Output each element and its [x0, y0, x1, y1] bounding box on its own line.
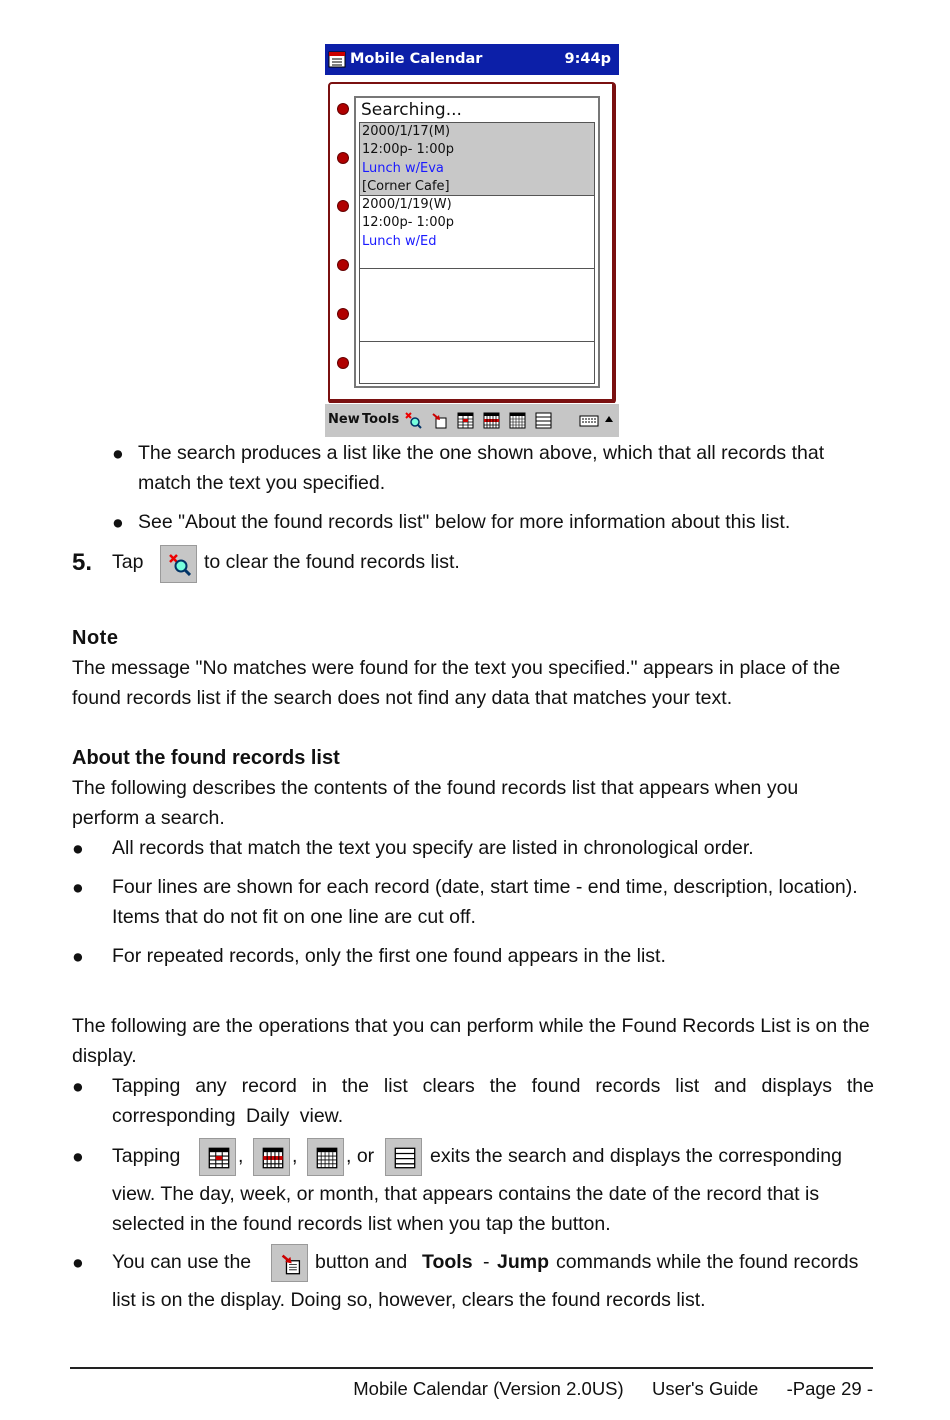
ops-text: - — [483, 1251, 490, 1273]
step-number: 5. — [72, 549, 93, 576]
record-description: Lunch w/Eva — [362, 160, 444, 176]
ops-text: view. The day, week, or month, that appears contains the date of the record that is selected in the found records list when you tap the button. — [112, 1183, 820, 1235]
monthly-view-icon[interactable] — [509, 412, 526, 429]
keyboard-icon[interactable] — [579, 412, 599, 429]
about-intro: The following describes the contents of the found records list that appears when you perform a search. — [72, 777, 799, 829]
binder-ring — [338, 201, 348, 211]
panel-header: Searching... — [361, 100, 462, 120]
calendar-app-icon[interactable] — [328, 51, 346, 68]
monthly-view-icon — [307, 1138, 344, 1176]
binder-ring — [338, 153, 348, 163]
bullet-text: Tapping any record in the list clears the found records list and displays the corresponding Daily view. — [112, 1075, 874, 1127]
bullet-text: Four lines are shown for each record (date, start time - end time, description, location). Items that do not fit on one line are cut off. — [112, 876, 858, 928]
bullet-marker: ● — [112, 512, 124, 534]
ops-separator: , or — [346, 1145, 375, 1167]
list-view-icon — [385, 1138, 422, 1176]
ops-text: Tapping — [112, 1145, 181, 1167]
bullet-text: For repeated records, only the first one found appears in the list. — [112, 945, 666, 967]
footer-doc-title: Mobile Calendar (Version 2.0US) — [353, 1378, 624, 1399]
command-bar — [325, 403, 619, 437]
record-time: 12:00p- 1:00p — [362, 142, 454, 158]
found-records-list — [359, 122, 595, 384]
page-number: -Page 29 - — [786, 1378, 873, 1399]
weekly-view-icon[interactable] — [483, 412, 500, 429]
record-date: 2000/1/17(M) — [362, 124, 451, 139]
ops-text: You can use the — [112, 1251, 252, 1273]
page-footer — [353, 1378, 873, 1400]
ops-intro: The following are the operations that you can perform while the Found Records List is on the display. — [72, 1015, 870, 1067]
bullet-marker: ● — [72, 838, 84, 860]
record-time: 12:00p- 1:00p — [362, 215, 454, 231]
step-text-pre: Tap — [112, 551, 144, 573]
search-panel — [354, 96, 600, 388]
bullet-marker: ● — [72, 877, 84, 899]
ops-text: exits the search and displays the corresponding — [430, 1145, 842, 1167]
clock[interactable]: 9:44p — [564, 51, 611, 67]
binder-ring — [338, 358, 348, 368]
clear-search-icon — [160, 545, 197, 583]
binder-ring — [338, 260, 348, 270]
list-view-icon[interactable] — [535, 412, 552, 429]
jump-icon — [271, 1244, 308, 1282]
daily-view-icon[interactable] — [457, 412, 474, 429]
clear-search-icon[interactable] — [405, 412, 422, 429]
daily-view-icon — [199, 1138, 236, 1176]
tools-menu[interactable]: Tools — [362, 412, 400, 427]
step-text-post: to clear the found records list. — [204, 551, 460, 573]
ops-text: button and — [315, 1251, 408, 1273]
record-description: Lunch w/Ed — [362, 233, 437, 249]
about-heading: About the found records list — [72, 747, 340, 769]
up-arrow-icon[interactable] — [603, 412, 615, 429]
pda-screenshot — [325, 44, 619, 436]
footer-guide: User's Guide — [651, 1378, 759, 1399]
ops-separator: , — [292, 1145, 298, 1167]
record-item[interactable] — [360, 123, 594, 196]
bullet-marker: ● — [112, 443, 124, 465]
jump-icon[interactable] — [431, 412, 448, 429]
binder-ring — [338, 104, 348, 114]
binder-ring — [338, 309, 348, 319]
ops-text: commands while the found records — [556, 1251, 859, 1273]
app-title: Mobile Calendar — [350, 51, 483, 67]
note-heading: Note — [72, 627, 119, 649]
bullet-marker: ● — [72, 1146, 84, 1168]
weekly-view-icon — [253, 1138, 290, 1176]
record-location: [Corner Cafe] — [362, 178, 450, 194]
new-menu[interactable]: New — [328, 412, 360, 427]
ops-text: list is on the display. Doing so, however, clears the found records list. — [112, 1289, 706, 1311]
empty-record-slot[interactable] — [360, 269, 594, 342]
tools-keyword: Tools — [422, 1251, 473, 1273]
record-item[interactable] — [360, 196, 594, 269]
note-body: The message "No matches were found for the text you specified." appears in place of the found records list if the search does not find any data that matches your text. — [72, 657, 841, 709]
bullet-marker: ● — [72, 946, 84, 968]
footer-rule — [70, 1367, 873, 1369]
title-bar — [325, 44, 619, 75]
bullet-marker: ● — [72, 1252, 84, 1274]
bullet-text: See "About the found records list" below for more information about this list. — [138, 511, 791, 533]
bullet-text: The search produces a list like the one shown above, which that all records that match the text you specified. — [138, 442, 825, 494]
ops-separator: , — [238, 1145, 244, 1167]
bullet-text: All records that match the text you specify are listed in chronological order. — [112, 837, 754, 859]
jump-keyword: Jump — [497, 1251, 550, 1273]
record-date: 2000/1/19(W) — [362, 197, 452, 212]
bullet-marker: ● — [72, 1076, 84, 1098]
